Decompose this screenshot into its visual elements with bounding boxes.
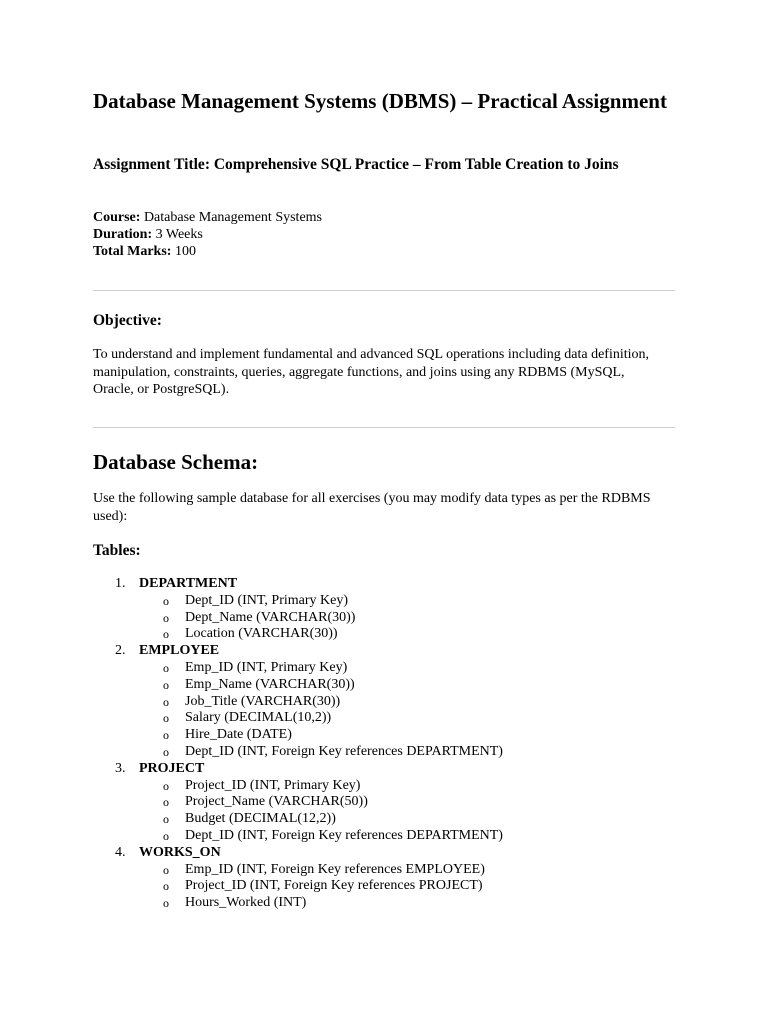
schema-intro: Use the following sample database for all exercises (you may modify data types as per the RDBMS used): [93,491,651,524]
objective-text: To understand and implement fundamental and advanced SQL operations including data definition, manipulation, constraints, queries, aggregate functions, and joins using any RDBMS (MySQL, Oracle, or PostgreSQL). [93,347,650,397]
field-text: Emp_ID (INT, Primary Key) [185,659,348,675]
field-text: Dept_Name (VARCHAR(30)) [185,609,356,625]
field-list [93,593,503,643]
field-item [93,744,503,761]
field-text: Project_Name (VARCHAR(50)) [185,794,368,810]
meta-duration [93,226,322,243]
field-item [93,895,503,912]
field-item [93,862,503,879]
meta-value: 3 Weeks [155,227,203,242]
bullet-icon: o [163,610,169,625]
field-item [93,794,503,811]
bullet-icon: o [163,728,169,743]
meta-course [93,209,322,226]
document-title: Database Management Systems (DBMS) – Practical Assignment [93,89,667,113]
schema-heading: Database Schema: [93,450,259,474]
field-item [93,727,503,744]
meta-value: Database Management Systems [143,210,322,225]
bullet-icon: o [163,660,169,675]
table-number: 1. [115,576,126,591]
table-name: WORKS_ON [139,844,221,860]
field-text: Dept_ID (INT, Foreign Key references DEPARTMENT) [185,743,503,759]
field-item [93,811,503,828]
table-number: 2. [115,643,126,659]
field-text: Emp_Name (VARCHAR(30)) [185,676,355,692]
tables-heading: Tables: [93,542,141,559]
meta-total-marks [93,243,322,260]
assignment-title: Assignment Title: Comprehensive SQL Practice – From Table Creation to Joins [93,156,619,173]
bullet-icon: o [163,795,169,810]
field-item [93,610,503,627]
meta-label: Course: [93,210,141,225]
bullet-icon: o [163,862,169,877]
field-item [93,677,503,694]
field-item [93,828,503,845]
field-text: Budget (DECIMAL(12,2)) [185,811,336,827]
field-text: Project_ID (INT, Primary Key) [185,777,361,793]
divider [93,427,675,428]
bullet-icon: o [163,627,169,642]
bullet-icon: o [163,593,169,608]
meta-label: Total Marks: [93,244,172,259]
meta-label: Duration: [93,227,153,242]
field-item [93,660,503,677]
field-list [93,660,503,761]
table-name: DEPARTMENT [139,576,238,591]
bullet-icon: o [163,812,169,827]
objective-heading: Objective: [93,312,162,329]
field-text: Location (VARCHAR(30)) [185,626,338,642]
table-name: EMPLOYEE [139,643,220,659]
field-item [93,878,503,895]
table-number: 3. [115,760,126,776]
field-list [93,778,503,845]
divider [93,290,675,291]
bullet-icon: o [163,778,169,793]
tables-list [93,576,503,912]
bullet-icon: o [163,711,169,726]
meta-value: 100 [174,244,196,259]
table-item-department [93,576,503,643]
field-text: Emp_ID (INT, Foreign Key references EMPLOYEE) [185,861,485,877]
field-item [93,626,503,643]
field-item [93,710,503,727]
table-item-project [93,761,503,845]
field-text: Hours_Worked (INT) [185,895,307,911]
field-text: Hire_Date (DATE) [185,727,292,743]
table-item-works-on [93,845,503,912]
field-text: Project_ID (INT, Foreign Key references PROJECT) [185,878,483,894]
table-item-employee [93,643,503,761]
course-meta [93,209,322,260]
bullet-icon: o [163,677,169,692]
field-item [93,778,503,795]
bullet-icon: o [163,896,169,911]
field-item [93,593,503,610]
table-number: 4. [115,844,126,860]
field-text: Job_Title (VARCHAR(30)) [185,693,341,709]
bullet-icon: o [163,744,169,759]
bullet-icon: o [163,694,169,709]
field-text: Salary (DECIMAL(10,2)) [185,710,332,726]
field-text: Dept_ID (INT, Primary Key) [185,592,349,608]
field-list [93,862,503,912]
bullet-icon: o [163,879,169,894]
field-text: Dept_ID (INT, Foreign Key references DEPARTMENT) [185,827,503,843]
bullet-icon: o [163,828,169,843]
table-name: PROJECT [139,760,205,776]
field-item [93,694,503,711]
